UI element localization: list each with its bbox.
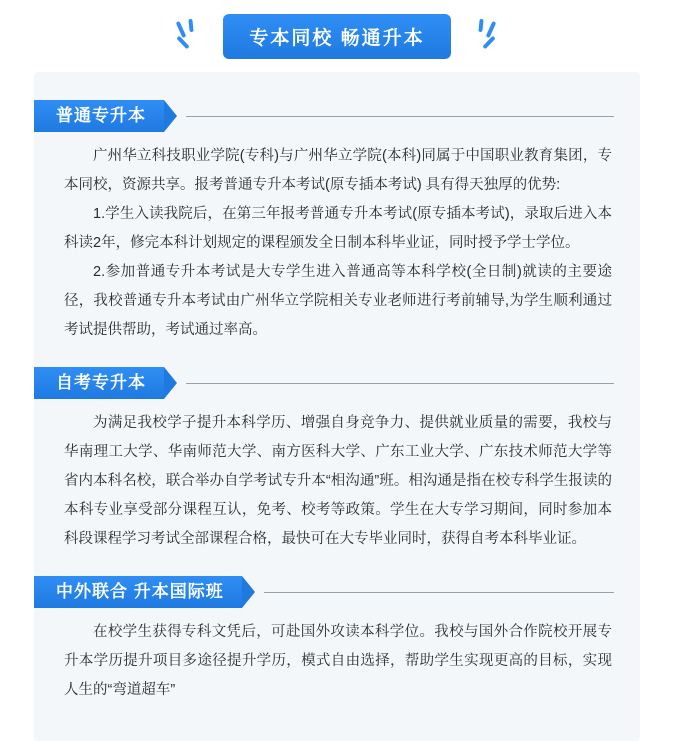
paragraph: 在校学生获得专科文凭后，可赴国外攻读本科学位。我校与国外合作院校开展专升本学历提升项目多途径提升学历，模式自由选择，帮助学生实现更高的目标，实现人生的“弯道超车” xyxy=(64,624,612,698)
content-card xyxy=(34,72,640,741)
section-header xyxy=(34,574,640,610)
section-divider xyxy=(186,116,614,117)
section-body xyxy=(34,405,640,554)
section-zhongwai-lianhe xyxy=(34,574,640,711)
section-putong-zhuanshengben xyxy=(34,98,640,351)
banner xyxy=(0,0,674,72)
paragraph: 为满足我校学子提升本科学历、增强自身竞争力、提供就业质量的需要，我校与华南理工大学、华南师范大学、南方医科大学、广东工业大学、广东技术师范大学等省内本科名校，联合举办自学考试专升本“相沟通”班。相沟通是指在校专科学生报读的本科专业享受部分课程互认，免考、校考等政策。学生在大专学习期间，同时参加本科段课程学习考试全部课程合格，最快可在大专毕业同时，获得自考本科毕业证。 xyxy=(64,415,612,547)
paragraph: 1.学生入读我院后，在第三年报考普通专升本考试(原专插本考试)，录取后进入本科读2年，修完本科计划规定的课程颁发全日制本科毕业证，同时授予学士学位。 xyxy=(64,206,612,251)
section-zikao-zhuanshengben xyxy=(34,365,640,560)
section-body xyxy=(34,138,640,345)
section-body xyxy=(34,614,640,705)
sparkle-icon xyxy=(465,19,499,53)
section-header xyxy=(34,365,640,401)
section-tag: 普通专升本 xyxy=(34,100,164,132)
section-divider xyxy=(186,383,614,384)
page-title: 专本同校 畅通升本 xyxy=(223,14,450,59)
paragraph: 2.参加普通专升本考试是大专学生进入普通高等本科学校(全日制)就读的主要途径，我校普通专升本考试由广州华立学院相关专业老师进行考前辅导,为学生顺利通过考试提供帮助，考试通过率高。 xyxy=(64,264,612,338)
section-header xyxy=(34,98,640,134)
section-divider xyxy=(264,592,614,593)
section-tag: 自考专升本 xyxy=(34,367,164,399)
paragraph: 广州华立科技职业学院(专科)与广州华立学院(本科)同属于中国职业教育集团，专本同校，资源共享。报考普通专升本考试(原专插本考试) 具有得天独厚的优势: xyxy=(64,148,612,193)
sparkle-icon xyxy=(175,19,209,53)
section-tag: 中外联合 升本国际班 xyxy=(34,576,242,608)
